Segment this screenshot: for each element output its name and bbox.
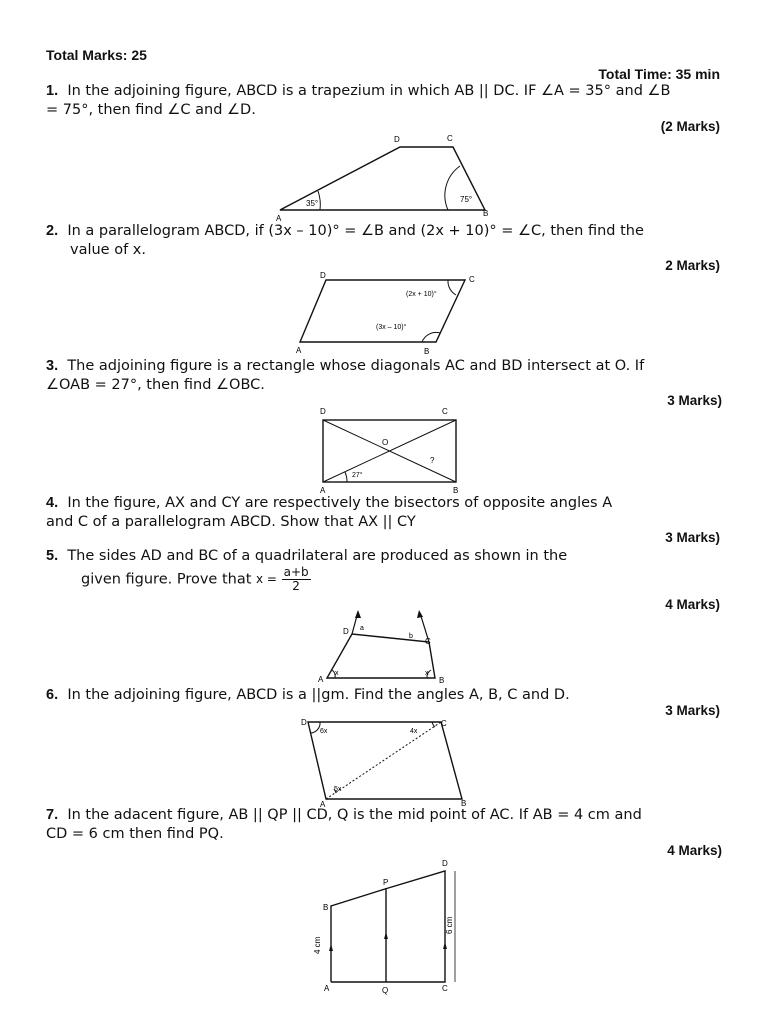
- formula-fraction: [282, 566, 311, 593]
- question-text: In a parallelogram ABCD, if (3x – 10)° = ∠B and (2x + 10)° = ∠C, then find the: [67, 223, 644, 239]
- label-a: A: [320, 486, 326, 495]
- label-c: C: [441, 719, 447, 728]
- marks-7: 4 Marks): [667, 843, 722, 858]
- question-text-cont: CD = 6 cm then find PQ.: [46, 826, 224, 842]
- angle-c-label: (2x + 10)°: [406, 291, 437, 298]
- angle-a-label: 35°: [306, 199, 319, 208]
- total-marks: Total Marks: 25: [46, 47, 147, 63]
- label-d: D: [320, 407, 326, 416]
- question-number: 6.: [46, 687, 59, 703]
- angle-b-label: b: [409, 633, 413, 640]
- question-text: The sides AD and BC of a quadrilateral are produced as shown in the: [67, 548, 568, 564]
- marks-5: 4 Marks): [665, 597, 720, 612]
- quadrilateral-figure: [315, 608, 455, 686]
- label-b: B: [323, 903, 329, 912]
- question-number: 5.: [46, 548, 59, 564]
- parallelogram-diagonal-figure: [298, 713, 478, 811]
- question-text: In the adjoining figure, ABCD is a ||gm. Find the angles A, B, C and D.: [67, 687, 570, 703]
- marks-3: 3 Marks): [667, 393, 722, 408]
- question-text: In the figure, AX and CY are respectively the bisectors of opposite angles A: [67, 495, 613, 511]
- question-text-cont: = 75°, then find ∠C and ∠D.: [46, 102, 256, 118]
- angle-x-a-label: x: [335, 670, 339, 677]
- question-7: [46, 806, 726, 844]
- angle-c-label: 4x: [410, 728, 418, 735]
- angle-b-label: 75°: [460, 195, 473, 204]
- parallelogram-figure: [290, 270, 490, 358]
- label-c: C: [425, 637, 431, 646]
- label-d: D: [301, 718, 307, 727]
- label-a: A: [320, 800, 326, 809]
- label-d: D: [343, 627, 349, 636]
- formula-lhs: x =: [256, 572, 277, 586]
- angle-b-label: (3x – 10)°: [376, 324, 407, 331]
- label-a: A: [276, 214, 282, 222]
- label-a: A: [296, 346, 302, 355]
- question-number: 7.: [46, 807, 59, 823]
- question-text-cont: value of x.: [70, 242, 146, 258]
- angle-d-label: 6x: [320, 728, 328, 735]
- marks-6: 3 Marks): [665, 703, 720, 718]
- angle-a-label: a: [360, 625, 364, 632]
- question-1: [46, 82, 726, 120]
- label-c: C: [442, 407, 448, 416]
- label-c: C: [447, 134, 453, 143]
- question-4: [46, 494, 726, 532]
- label-q: Q: [382, 986, 389, 995]
- question-number: 2.: [46, 223, 59, 239]
- trapezium-midpoint-figure: [305, 854, 475, 996]
- formula-denominator: 2: [292, 579, 300, 593]
- question-5-formula-line: [81, 566, 311, 593]
- label-b: B: [453, 486, 459, 495]
- question-text: In the adjoining figure, ABCD is a trapezium in which AB || DC. IF ∠A = 35° and ∠B: [67, 83, 671, 99]
- label-d: D: [442, 859, 448, 868]
- marks-4: 3 Marks): [665, 530, 720, 545]
- label-p: P: [383, 878, 389, 887]
- label-d: D: [320, 271, 326, 280]
- marks-2: 2 Marks): [665, 258, 720, 273]
- label-o: O: [382, 438, 389, 447]
- label-b: B: [461, 799, 467, 808]
- label-b: B: [439, 676, 445, 685]
- angle-oab-label: 27°: [352, 472, 363, 479]
- label-d: D: [394, 135, 400, 144]
- trapezium-figure: [270, 130, 500, 222]
- question-text: In the adacent figure, AB || QP || CD, Q is the mid point of AC. If AB = 4 cm and: [67, 807, 642, 823]
- question-2: [46, 222, 726, 260]
- question-text-cont: and C of a parallelogram ABCD. Show that AX || CY: [46, 514, 416, 530]
- question-6: [46, 686, 726, 705]
- rectangle-figure: [312, 403, 472, 495]
- ab-length-label: 4 cm: [313, 936, 322, 954]
- question-text-cont: given figure. Prove that: [81, 571, 252, 588]
- question-text-cont: ∠OAB = 27°, then find ∠OBC.: [46, 377, 265, 393]
- question-number: 4.: [46, 495, 59, 511]
- question-5: [46, 547, 726, 566]
- question-number: 1.: [46, 83, 59, 99]
- question-text: The adjoining figure is a rectangle whose diagonals AC and BD intersect at O. If: [67, 358, 645, 374]
- marks-1: (2 Marks): [660, 119, 720, 134]
- label-a: A: [318, 675, 324, 684]
- label-c: C: [442, 984, 448, 993]
- label-b: B: [483, 209, 489, 218]
- question-3: [46, 357, 726, 395]
- angle-a-label: 5x: [334, 786, 342, 793]
- unknown-angle-label: ?: [430, 456, 435, 465]
- label-a: A: [324, 984, 330, 993]
- angle-x-b-label: x: [425, 670, 429, 677]
- formula-numerator: a+b: [283, 565, 309, 579]
- label-b: B: [424, 347, 430, 356]
- total-time: Total Time: 35 min: [598, 66, 720, 82]
- cd-length-label: 6 cm: [445, 916, 454, 934]
- label-c: C: [469, 275, 475, 284]
- question-number: 3.: [46, 358, 59, 374]
